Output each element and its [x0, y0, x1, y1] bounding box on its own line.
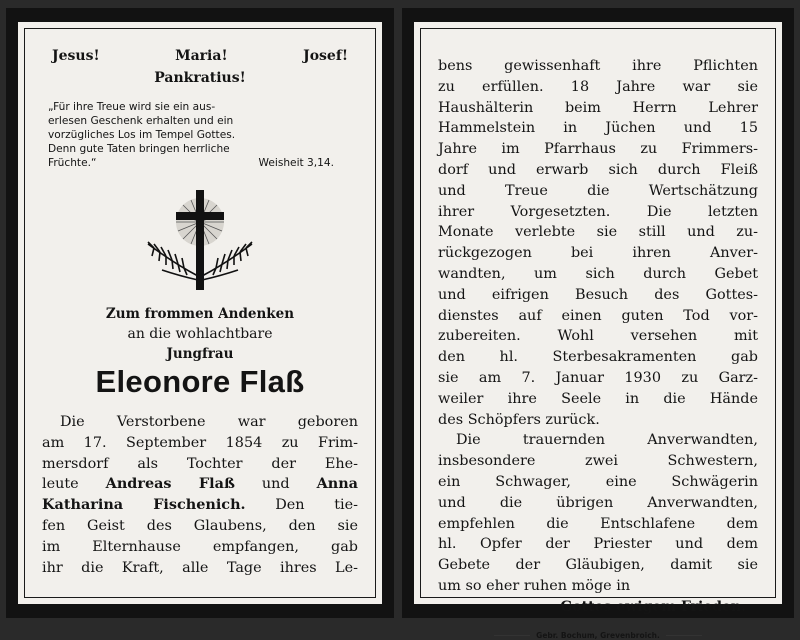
mother-name-rest: Katharina Fischenich. — [42, 496, 246, 514]
body-line: weiler ihre Seele in die Hände — [438, 390, 758, 407]
deceased-name: Eleonore Flaß — [95, 364, 305, 399]
pankratius: Pankratius! — [154, 70, 246, 86]
body-line — [42, 474, 358, 495]
invocation-row — [42, 48, 358, 64]
cross-with-palm-branches-icon — [140, 184, 260, 294]
quote-last-line — [48, 156, 352, 170]
body-line: Hammelstein in Jüchen und 15 — [438, 120, 758, 137]
left-body-text — [42, 412, 358, 578]
body-line: Jahre im Pfarrhaus zu Frimmers- — [438, 141, 758, 158]
right-paper — [414, 22, 782, 640]
heading-jungfrau: Jungfrau — [166, 346, 234, 362]
left-card — [6, 8, 394, 618]
body-line: zu erfüllen. 18 Jahre war sie — [438, 78, 758, 95]
body-line: Monate verlebte sie still und zu- — [438, 224, 758, 241]
quote-line: Früchte.“ — [48, 157, 97, 169]
quote-line: Denn gute Taten bringen herrliche — [48, 143, 230, 155]
body-line: mersdorf als Tochter der Ehe- — [42, 455, 358, 472]
body-line: fen Geist des Glaubens, den sie — [42, 517, 358, 534]
quote-line: „Für ihre Treue wird sie ein aus- — [48, 101, 216, 113]
body-line: insbesondere zwei Schwestern, — [438, 453, 758, 470]
heading-andenken: Zum frommen Andenken — [105, 306, 295, 322]
closing-line: Gottes ewigem Frieden. — [560, 598, 746, 615]
invocation-maria: Maria! — [175, 48, 228, 64]
body-line: Die trauernden Anverwandten, — [456, 432, 758, 449]
mother-name-first: Anna — [316, 475, 359, 493]
body-line: und Treue die Wertschätzung — [438, 182, 758, 199]
body-text: Den tie- — [245, 497, 358, 514]
right-content — [414, 22, 782, 640]
heading-an-die: an die wohlachtbare — [127, 326, 273, 342]
body-line: Haushälterin beim Herrn Lehrer — [438, 99, 758, 116]
quote-line: vorzügliches Los im Tempel Gottes. — [48, 129, 236, 141]
body-line: empfehlen die Entschlafene dem — [438, 515, 758, 532]
body-line: rückgezogen bei ihren Anver- — [438, 245, 758, 262]
quote-line: erlesen Geschenk erhalten und ein — [48, 115, 234, 127]
body-line: dienstes auf einen guten Tod vor- — [438, 307, 758, 324]
body-line: den hl. Sterbesakramenten gab — [438, 349, 758, 366]
scripture-quote — [42, 100, 358, 170]
father-name: Andreas Flaß — [105, 475, 235, 493]
body-line: im Elternhause empfangen, gab — [42, 538, 358, 555]
right-body-text-2 — [438, 430, 758, 596]
body-line: um so eher ruhen möge in — [438, 577, 631, 594]
body-line: hl. Opfer der Priester und dem — [438, 536, 758, 553]
body-text: leute — [42, 476, 106, 493]
right-card — [402, 8, 794, 640]
printer-imprint: Gebr. Bochum, Grevenbroich. — [438, 631, 758, 640]
invocation-jesus: Jesus! — [52, 48, 100, 64]
quote-source: Weisheit 3,14. — [258, 157, 334, 169]
body-line: am 17. September 1854 zu Frim- — [42, 434, 358, 451]
body-line: bens gewissenhaft ihre Pflichten — [438, 58, 758, 74]
body-line: ihr die Kraft, alle Tage ihres Le- — [42, 559, 358, 576]
right-body-text — [438, 56, 758, 430]
body-line: ein Schwager, eine Schwägerin — [438, 473, 758, 490]
body-line: und eifrigen Besuch des Gottes- — [438, 286, 758, 303]
body-text: und — [234, 476, 317, 493]
body-line: Gebete der Gläubigen, damit sie — [438, 557, 758, 574]
body-line: wandten, um sich durch Gebet — [438, 265, 758, 282]
body-line: des Schöpfers zurück. — [438, 411, 600, 428]
body-line: Die Verstorbene war geboren — [60, 414, 358, 430]
body-line: dorf und erwarb sich durch Fleiß — [438, 161, 758, 178]
invocation-josef: Josef! — [303, 48, 348, 64]
body-line: sie am 7. Januar 1930 zu Garz- — [438, 369, 758, 386]
left-content — [18, 22, 382, 604]
body-line: und die übrigen Anverwandten, — [438, 494, 758, 511]
body-line: zubereiten. Wohl versehen mit — [438, 328, 758, 345]
body-line — [42, 495, 358, 516]
body-line: ihrer Vorgesetzten. Die letzten — [438, 203, 758, 220]
left-paper — [18, 22, 382, 604]
